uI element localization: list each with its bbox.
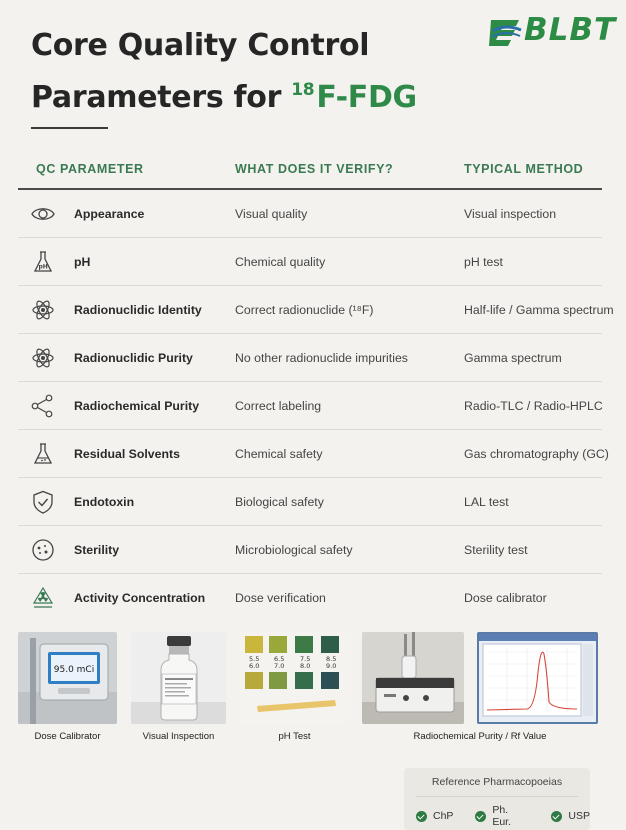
parameter-name: Endotoxin <box>74 494 135 509</box>
reference-list <box>416 804 590 828</box>
atom-icon <box>30 345 56 371</box>
caption-radiochemical: Radiochemical Purity / Rf Value <box>413 731 547 742</box>
ph-label: 9.0 <box>326 662 337 670</box>
method-cell: LAL test <box>464 494 509 509</box>
ph-label: 8.5 <box>326 655 337 663</box>
title-line-1: Core Quality Control <box>31 28 370 63</box>
molecule-icon <box>30 393 56 419</box>
page-title <box>31 24 417 120</box>
method-cell: Gas chromatography (GC) <box>464 446 609 461</box>
verifies-cell: Dose verification <box>235 591 326 605</box>
table-row <box>18 526 602 574</box>
calibrator-readout: 95.0 mCi <box>53 665 95 675</box>
row-parameter-cell <box>18 441 218 467</box>
reference-title: Reference Pharmacopoeias <box>431 776 563 788</box>
parameter-name: Radionuclidic Identity <box>74 302 202 317</box>
logo-emblem <box>489 20 521 46</box>
table-row <box>18 190 602 238</box>
table-row <box>18 430 609 478</box>
check-circle-icon <box>551 811 562 822</box>
photo-strip <box>0 632 626 752</box>
verifies-cell: Visual quality <box>235 206 308 221</box>
table-row <box>18 286 614 334</box>
row-parameter-cell <box>18 537 218 563</box>
reference-pharmacopoeias-box <box>404 768 590 830</box>
reference-item-label: Ph. Eur. <box>492 804 512 828</box>
table-row <box>18 238 602 286</box>
header-verifies: WHAT DOES IT VERIFY? <box>235 162 394 176</box>
row-parameter-cell <box>18 345 218 371</box>
parameter-name: Residual Solvents <box>74 446 180 461</box>
flask-icon <box>30 441 56 467</box>
dose-calibrator-photo <box>18 632 117 724</box>
header-method: TYPICAL METHOD <box>464 162 584 176</box>
ph-label: 7.5 <box>300 655 311 663</box>
parameter-name: pH <box>74 254 91 269</box>
table-row <box>18 382 602 430</box>
method-cell: Gamma spectrum <box>464 350 562 365</box>
table-header <box>18 150 602 190</box>
ph-flask-icon <box>30 249 56 275</box>
reference-item-label: USP <box>568 810 590 822</box>
method-cell: pH test <box>464 254 503 269</box>
row-parameter-cell <box>18 249 218 275</box>
isotope-mass: 18 <box>291 80 315 100</box>
reference-item <box>475 804 529 828</box>
isotope-label <box>291 80 417 115</box>
eye-icon <box>30 201 56 227</box>
radio-tlc-photo <box>362 632 464 724</box>
reference-item-label: ChP <box>433 810 454 822</box>
method-cell: Sterility test <box>464 542 528 557</box>
logo-text: BLBT <box>524 12 617 48</box>
reference-item <box>416 804 453 828</box>
ph-label: 5.5 <box>249 655 260 663</box>
parameter-name: Activity Concentration <box>74 591 206 605</box>
petri-dish-icon <box>30 537 56 563</box>
ph-test-photo <box>239 632 350 724</box>
title-prefix: Parameters for <box>31 80 292 115</box>
verifies-cell: Chemical safety <box>235 446 323 461</box>
row-parameter-cell <box>18 489 218 515</box>
check-circle-icon <box>475 811 486 822</box>
verifies-cell: Chemical quality <box>235 254 326 269</box>
method-cell: Dose calibrator <box>464 591 547 605</box>
radiation-icon <box>30 585 56 611</box>
method-cell: Half-life / Gamma spectrum <box>464 302 614 317</box>
row-parameter-cell <box>18 585 218 611</box>
method-cell: Visual inspection <box>464 206 557 221</box>
ph-label: 6.0 <box>249 662 260 670</box>
caption-visual-inspection: Visual Inspection <box>142 731 215 742</box>
check-circle-icon <box>416 811 427 822</box>
verifies-cell: No other radionuclide impurities <box>235 350 408 365</box>
row-parameter-cell <box>18 297 218 323</box>
ph-label: 6.5 <box>274 655 285 663</box>
caption-ph-test: pH Test <box>278 731 311 742</box>
isotope-compound: F-FDG <box>316 80 417 115</box>
parameter-name: Radiochemical Purity <box>74 398 200 413</box>
row-parameter-cell <box>18 393 218 419</box>
verifies-cell: Correct radionuclide (¹⁸F) <box>235 302 374 317</box>
caption-dose-calibrator: Dose Calibrator <box>34 731 101 742</box>
qc-table <box>18 150 614 622</box>
svg-text:pH: pH <box>38 263 48 270</box>
table-row <box>18 478 602 526</box>
verifies-cell: Biological safety <box>235 494 324 509</box>
title-underline <box>31 127 108 129</box>
atom-icon <box>30 297 56 323</box>
header-parameter: QC PARAMETER <box>36 162 144 176</box>
ph-label: 8.0 <box>300 662 311 670</box>
radio-hplc-chromatogram-photo <box>477 632 598 724</box>
visual-inspection-photo <box>131 632 226 724</box>
parameter-name: Appearance <box>74 206 145 221</box>
parameter-name: Sterility <box>74 542 120 557</box>
title-line-2 <box>31 68 417 120</box>
table-row <box>18 334 602 382</box>
table-row <box>18 574 602 622</box>
verifies-cell: Correct labeling <box>235 398 322 413</box>
reference-item <box>551 804 590 828</box>
reference-divider <box>416 796 578 797</box>
parameter-name: Radionuclidic Purity <box>74 350 193 365</box>
verifies-cell: Microbiological safety <box>235 542 353 557</box>
shield-check-icon <box>30 489 56 515</box>
method-cell: Radio-TLC / Radio-HPLC <box>464 398 603 413</box>
ph-label: 7.0 <box>274 662 285 670</box>
row-parameter-cell <box>18 201 218 227</box>
